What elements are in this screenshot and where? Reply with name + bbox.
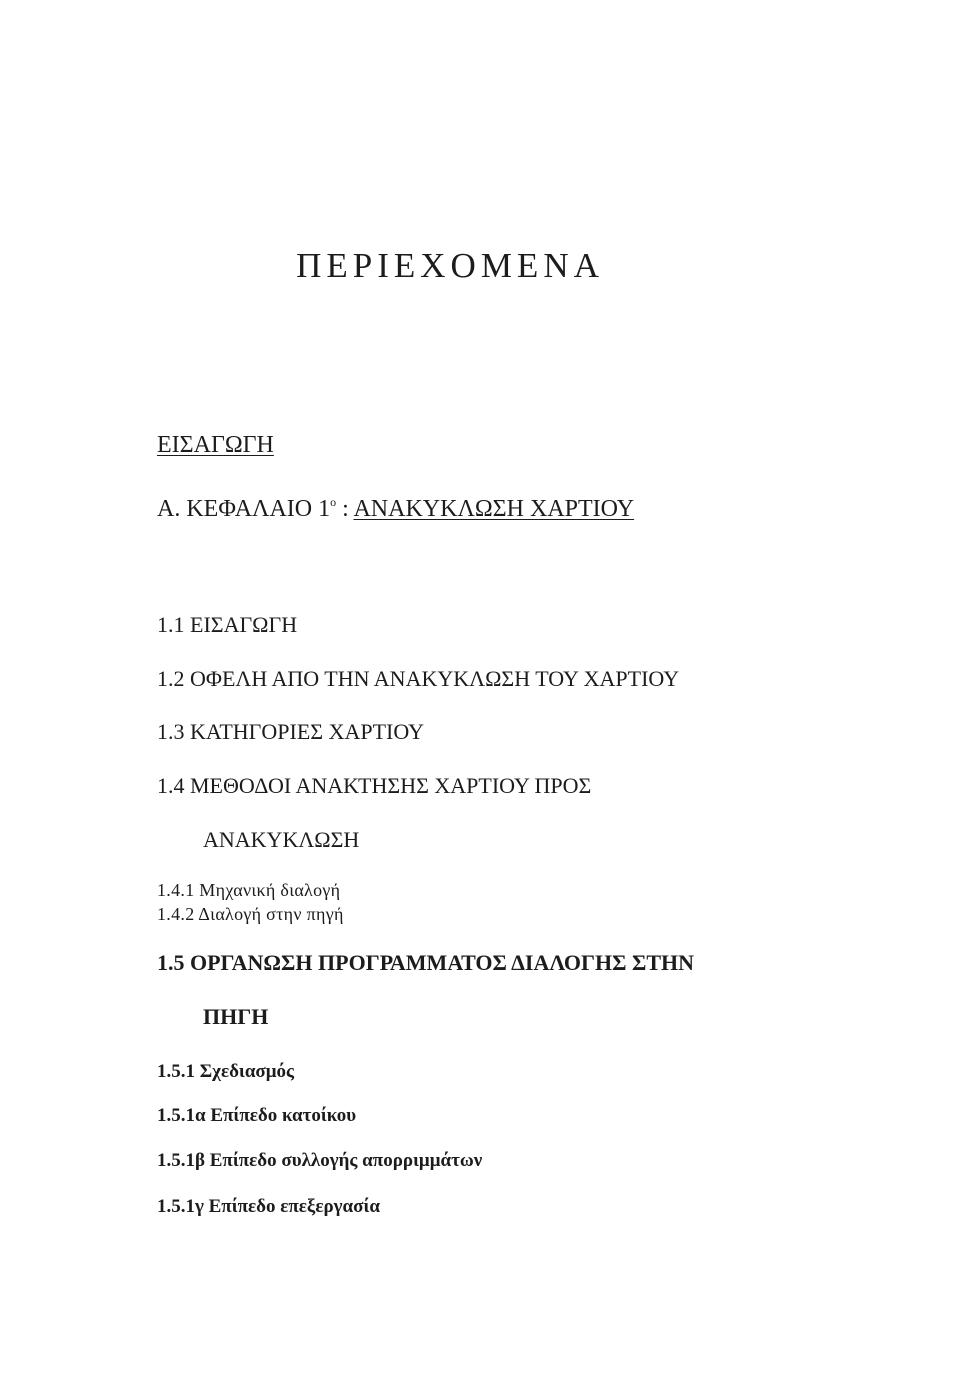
- toc-entry-1-1: 1.1 ΕΙΣΑΓΩΓΗ: [157, 612, 298, 637]
- toc-entry-1-4-2: 1.4.2 Διαλογή στην πηγή: [157, 904, 344, 924]
- toc-entry-1-5-1: 1.5.1 Σχεδιασμός: [157, 1061, 295, 1082]
- intro-heading: ΕΙΣΑΓΩΓΗ: [157, 432, 274, 458]
- chapter-separator: :: [336, 496, 354, 522]
- toc-entry-1-3: 1.3 ΚΑΤΗΓΟΡΙΕΣ ΧΑΡΤΙΟΥ: [157, 719, 425, 744]
- toc-entry-1-4: 1.4 ΜΕΘΟΔΟΙ ΑΝΑΚΤΗΣΗΣ ΧΑΡΤΙΟΥ ΠΡΟΣ: [157, 773, 592, 798]
- toc-entry-1-4-1: 1.4.1 Μηχανική διαλογή: [157, 880, 341, 900]
- toc-entry-1-5-1a: 1.5.1α Επίπεδο κατοίκου: [157, 1105, 357, 1126]
- page-title: ΠΕΡΙΕΧΟΜΕΝΑ: [296, 246, 604, 285]
- toc-entry-1-2: 1.2 ΟΦΕΛΗ ΑΠΟ ΤΗΝ ΑΝΑΚΥΚΛΩΣΗ ΤΟΥ ΧΑΡΤΙΟΥ: [157, 666, 680, 691]
- toc-entry-1-5-1b: 1.5.1β Επίπεδο συλλογής απορριμμάτων: [157, 1150, 483, 1171]
- chapter-title: ΑΝΑΚΥΚΛΩΣΗ ΧΑΡΤΙΟΥ: [353, 496, 635, 522]
- chapter-ordinal: ο: [330, 495, 337, 509]
- toc-entry-1-5-continuation: ΠΗΓΗ: [203, 1004, 269, 1029]
- chapter-heading: [157, 495, 634, 523]
- toc-entry-1-5-1c: 1.5.1γ Επίπεδο επεξεργασία: [157, 1196, 380, 1217]
- chapter-prefix: Α. ΚΕΦΑΛΑΙΟ 1: [157, 496, 331, 522]
- toc-entry-1-5: 1.5 ΟΡΓΑΝΩΣΗ ΠΡΟΓΡΑΜΜΑΤΟΣ ΔΙΑΛΟΓΗΣ ΣΤΗΝ: [157, 950, 695, 975]
- toc-entry-1-4-continuation: ΑΝΑΚΥΚΛΩΣΗ: [203, 827, 360, 852]
